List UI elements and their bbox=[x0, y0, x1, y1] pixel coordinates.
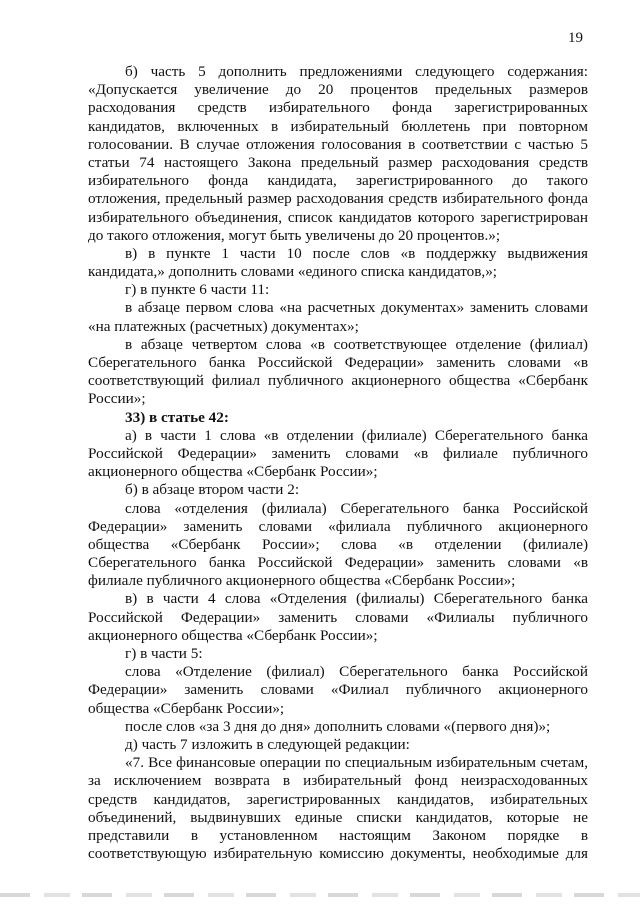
text-line: слова «отделения (филиала) Сберегательного банка Российской bbox=[125, 499, 588, 517]
text-line: «7. Все финансовые операции по специальным избирательным счетам, bbox=[125, 754, 588, 772]
text-line: избирательного фонда кандидата, зарегистрированного до такого bbox=[88, 172, 588, 190]
text-line: в абзаце четвертом слова «в соответствующее отделение (филиал) bbox=[125, 335, 588, 353]
text-line: б) часть 5 дополнить предложениями следующего содержания: bbox=[125, 63, 588, 80]
text-line: г) в части 5: bbox=[125, 645, 203, 662]
text-line: общества «Сбербанк России»; bbox=[88, 699, 285, 717]
text-line: кандидатов, включенных в избирательный бюллетень при повторном bbox=[88, 117, 588, 135]
text-line: в) в части 4 слова «Отделения (филиалы) Сберегательного банка bbox=[125, 590, 588, 608]
text-line: объединений, выдвинувших единые списки кандидатов, которые не bbox=[88, 808, 588, 826]
text-line: в) в пункте 1 части 10 после слов «в поддержку выдвижения bbox=[125, 244, 588, 262]
text-line: за исключением возврата в избирательный фонд неизрасходованных bbox=[88, 772, 588, 790]
text-line: «на платежных (расчетных) документах»; bbox=[88, 317, 359, 335]
text-line: до такого отложения, могут быть увеличены до 20 процентов.»; bbox=[88, 226, 501, 244]
text-line: акционерного общества «Сбербанк России»; bbox=[88, 626, 378, 644]
text-line: соответствующую избирательную комиссию документы, необходимые для bbox=[88, 845, 588, 863]
text-line: Российской Федерации» заменить словами «Филиалы публичного bbox=[88, 608, 588, 626]
text-line: в абзаце первом слова «на расчетных документах» заменить словами bbox=[125, 299, 588, 317]
text-line: д) часть 7 изложить в следующей редакции: bbox=[125, 735, 410, 753]
text-line: статьи 74 настоящего Закона предельный размер расходования средств bbox=[88, 153, 588, 171]
text-line: России»; bbox=[88, 390, 146, 408]
text-line: слова «Отделение (филиал) Сберегательного банка Российской bbox=[125, 663, 588, 681]
text-line: после слов «за 3 дня до дня» дополнить словами «(первого дня)»; bbox=[125, 717, 551, 735]
text-line: а) в части 1 слова «в отделении (филиале) Сберегательного банка bbox=[125, 426, 588, 444]
page-number: 19 bbox=[568, 30, 583, 46]
text-line: представили в установленном настоящим Законом порядке в bbox=[88, 826, 588, 844]
text-line: Российской Федерации» заменить словами «в филиале публичного bbox=[88, 444, 588, 462]
text-line: б) в абзаце втором части 2: bbox=[125, 481, 300, 499]
text-line: голосовании. В случае отложения голосования в соответствии с частью 5 bbox=[88, 135, 588, 153]
scan-noise bbox=[0, 893, 640, 897]
text-line: соответствующий филиал публичного акционерного общества «Сбербанк bbox=[88, 372, 588, 390]
text-line: филиале публичного акционерного общества «Сбербанк России»; bbox=[88, 572, 516, 590]
text-line: Федерации» заменить словами «филиала публичного акционерного bbox=[88, 517, 588, 535]
text-line: средств кандидатов, зарегистрированных кандидатов, избирательных bbox=[88, 790, 588, 808]
text-line: кандидата,» дополнить словами «единого списка кандидатов,»; bbox=[88, 263, 498, 281]
text-line: избирательного объединения, список кандидатов которого зарегистрирован bbox=[88, 208, 588, 226]
text-line: расходования средств избирательного фонда зарегистрированных bbox=[88, 99, 588, 117]
text-line: г) в пункте 6 части 11: bbox=[125, 281, 270, 299]
text-line: «Допускается увеличение до 20 процентов предельных размеров bbox=[88, 81, 588, 99]
text-line: акционерного общества «Сбербанк России»; bbox=[88, 463, 378, 481]
text-line: Федерации» заменить словами «Филиал публичного акционерного bbox=[88, 681, 588, 699]
text-line: общества «Сбербанк России»; слова «в отделении (филиале) bbox=[88, 535, 588, 553]
text-line: отложения, предельный размер расходования средств избирательного фонда bbox=[88, 190, 588, 208]
text-line: Сберегательного банка Российской Федерации» заменить словами «в bbox=[88, 554, 588, 572]
text-line: 33) в статье 42: bbox=[125, 408, 229, 426]
document-body bbox=[88, 63, 588, 863]
text-line: Сберегательного банка Российской Федерации» заменить словами «в bbox=[88, 354, 588, 371]
